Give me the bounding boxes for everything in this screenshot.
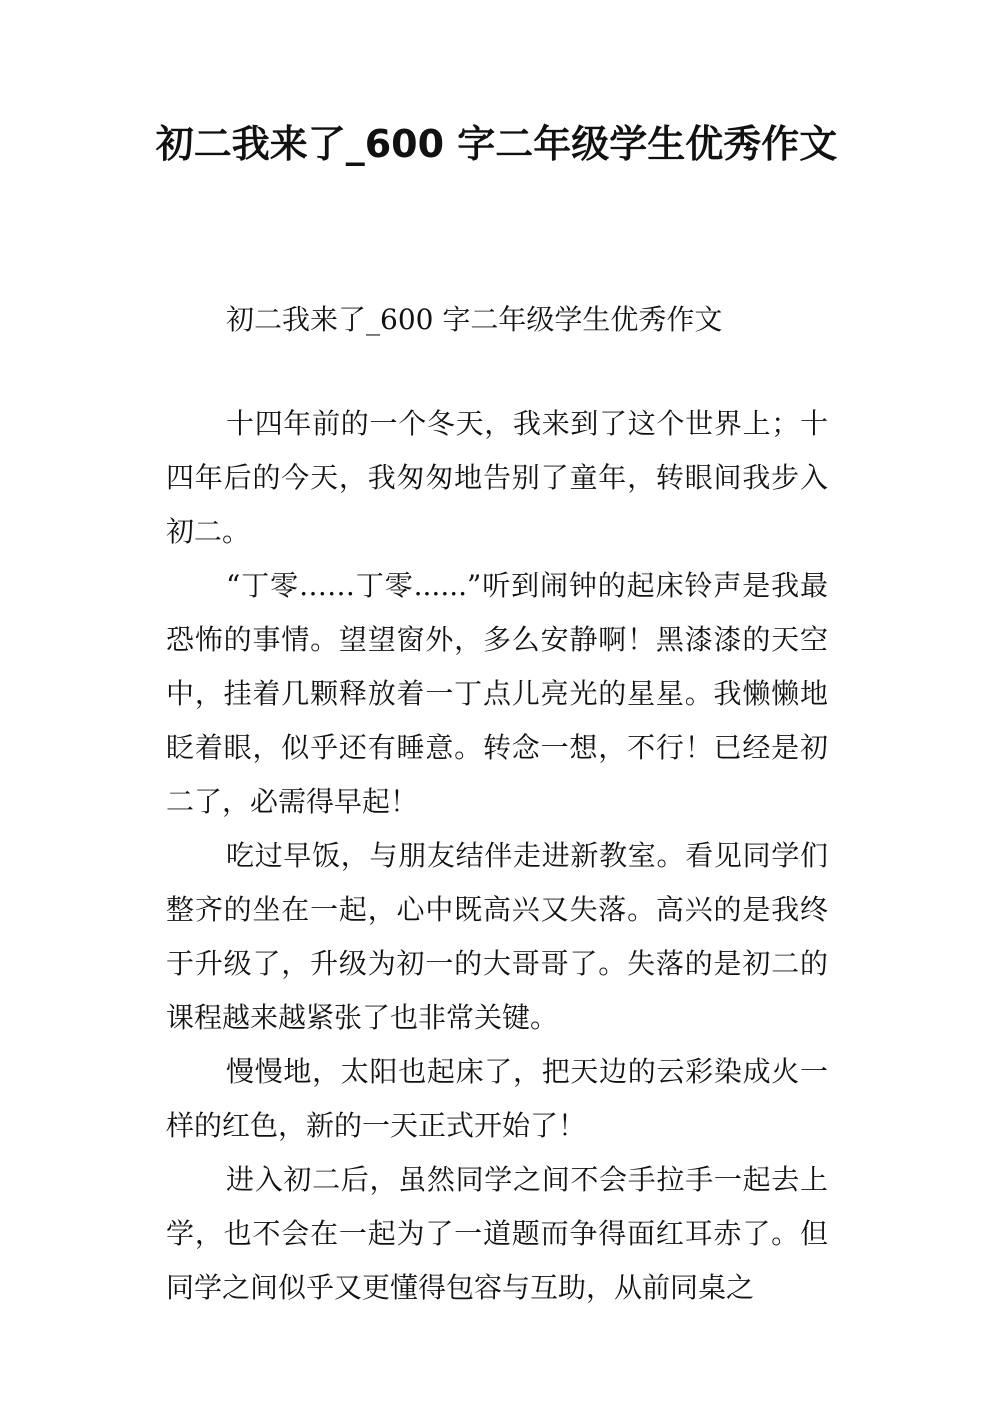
paragraph: 慢慢地，太阳也起床了，把天边的云彩染成火一样的红色，新的一天正式开始了！ (166, 1055, 828, 1142)
paragraph: “丁零……丁零......”听到闹钟的起床铃声是我最恐怖的事情。望望窗外，多么安静啊！黑漆漆的天空中，挂着几颗释放着一丁点儿亮光的星星。我懒懒地眨着眼，似乎还有睡意。转念一想，不行！已经是初二了，必需得早起！ (166, 569, 828, 818)
document-subtitle: 初二我来了_600 字二年级学生优秀作文 (226, 303, 723, 336)
document-title: 初二我来了_600 字二年级学生优秀作文 (155, 122, 838, 166)
paragraph: 吃过早饭，与朋友结伴走进新教室。看见同学们整齐的坐在一起，心中既高兴又失落。高兴的是我终于升级了，升级为初一的大哥哥了。失落的是初二的课程越来越紧张了也非常关键。 (166, 839, 828, 1034)
paragraph: 十四年前的一个冬天，我来到了这个世界上；十四年后的今天，我匆匆地告别了童年，转眼间我步入初二。 (166, 407, 828, 548)
document-body (166, 397, 828, 1315)
paragraph: 进入初二后，虽然同学之间不会手拉手一起去上学，也不会在一起为了一道题而争得面红耳赤了。但同学之间似乎又更懂得包容与互助，从前同桌之 (166, 1163, 828, 1304)
